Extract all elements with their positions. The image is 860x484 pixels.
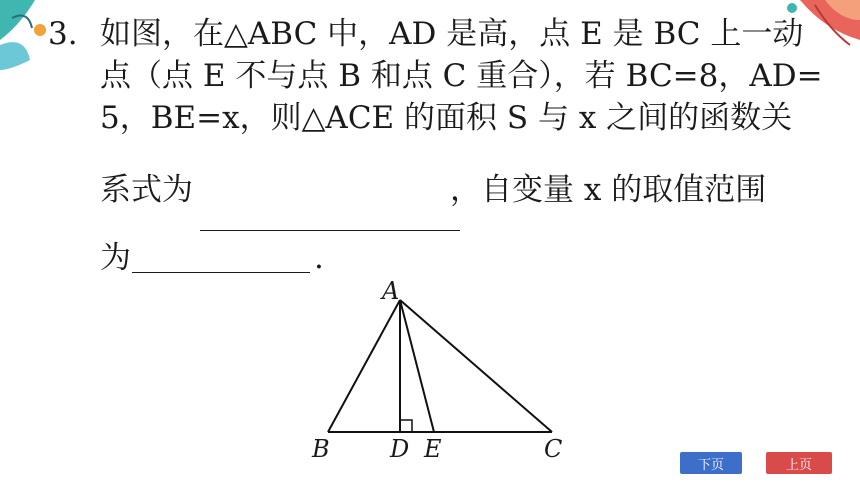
segment-ac bbox=[400, 300, 552, 432]
previous-page-button[interactable]: 上页 bbox=[766, 452, 832, 474]
answer-blank-range[interactable] bbox=[132, 272, 310, 273]
vertex-label-d: D bbox=[390, 435, 410, 463]
next-page-button[interactable]: 下页 bbox=[680, 452, 742, 474]
vertex-label-c: C bbox=[544, 435, 563, 463]
vertex-label-b: B bbox=[312, 435, 330, 463]
problem-line-2-text: 点（点 E 不与点 B 和点 C 重合），若 BC=8，AD= bbox=[100, 58, 823, 94]
problem-line-1-text: 如图，在△ABC 中，AD 是高，点 E 是 BC 上一动 bbox=[100, 16, 804, 52]
problem-line-5-suffix: . bbox=[314, 240, 324, 276]
vertex-label-e: E bbox=[424, 435, 442, 463]
problem-line-5-prefix: 为 bbox=[100, 240, 131, 276]
right-angle-mark bbox=[400, 420, 412, 432]
answer-blank-function[interactable] bbox=[200, 230, 460, 231]
vertex-label-a: A bbox=[382, 277, 400, 305]
problem-line-3-text: 5，BE=x，则△ACE 的面积 S 与 x 之间的函数关 bbox=[100, 100, 793, 136]
problem-number: 3. bbox=[48, 16, 78, 52]
problem-line-4-suffix: ，自变量 x 的取值范围 bbox=[450, 172, 767, 208]
segment-ae bbox=[400, 300, 434, 432]
segment-ab bbox=[328, 300, 400, 432]
triangle-figure bbox=[300, 275, 590, 465]
problem-line-4-prefix: 系式为 bbox=[100, 172, 193, 208]
